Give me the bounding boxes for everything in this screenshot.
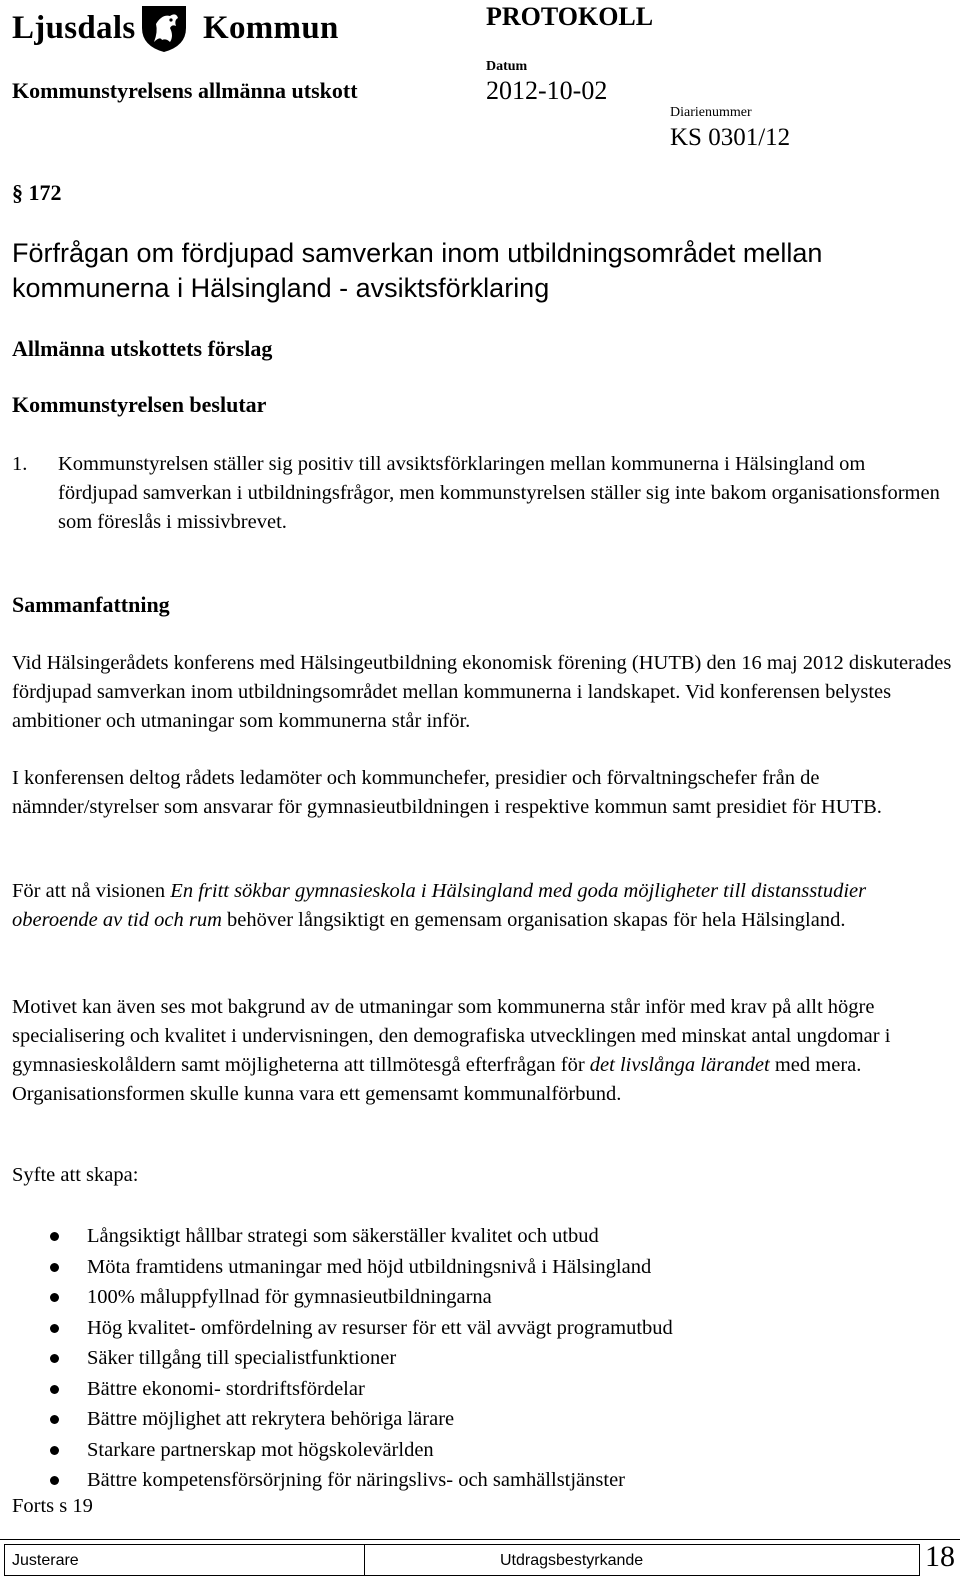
bullet-icon xyxy=(50,1385,59,1394)
committee-name: Kommunstyrelsens allmänna utskott xyxy=(12,78,358,103)
decision-text: Kommunstyrelsen ställer sig positiv till avsiktsförklaringen mellan kommunerna i Hälsingland om fördjupad samverkan i utbildningsfrågor, men kommunstyrelsen ställer sig inte bakom organisationsformen som föreslås i missivbrevet. xyxy=(58,453,940,533)
date-label: Datum xyxy=(486,59,528,74)
paragraph-text: med mera. Organisationsformen skulle kunna vara ett gemensamt kommunalförbund. xyxy=(12,1054,862,1105)
bullet-icon xyxy=(50,1354,59,1363)
bullet-icon xyxy=(50,1263,59,1272)
registration-number-label: Diarienummer xyxy=(670,105,752,120)
logo-text-right: Kommun xyxy=(203,10,339,46)
list-item xyxy=(0,1374,960,1405)
logo-text-left: Ljusdals xyxy=(12,10,136,46)
bullet-icon xyxy=(50,1446,59,1455)
section-title: Förfrågan om fördjupad samverkan inom utbildningsområdet mellan kommunerna i Hälsingland - avsiktsförklaring xyxy=(12,238,823,303)
list-item xyxy=(0,1435,960,1466)
meeting-date: 2012-10-02 xyxy=(486,76,608,105)
signatory-label: Justerare xyxy=(12,1552,79,1569)
certification-label: Utdragsbestyrkande xyxy=(500,1552,644,1569)
bullet-icon xyxy=(50,1293,59,1302)
goal-text: Bättre möjlighet att rekrytera behöriga lärare xyxy=(87,1408,455,1430)
list-item xyxy=(0,1282,960,1313)
goal-text: Bättre ekonomi- stordriftsfördelar xyxy=(87,1377,365,1400)
summary-heading: Sammanfattning xyxy=(12,592,170,617)
paragraph-text: Motivet kan även ses mot bakgrund av de utmaningar som kommunerna står inför med krav på allt högre specialisering och kvalitet i undervisningen, den demografiska utvecklingen med minskat antal ungdomar i gymnasieskolåldern samt möjligheterna att tillmötesgå efterfrågan för xyxy=(12,996,891,1076)
document-type: PROTOKOLL xyxy=(486,2,654,31)
goal-text: Bättre kompetensförsörjning för näringslivs- och samhällstjänster xyxy=(87,1469,626,1491)
emphasis-text: det livslånga lärandet xyxy=(589,1054,770,1076)
paragraph-number: § 172 xyxy=(12,180,62,205)
summary-paragraph-1: Vid Hälsingerådets konferens med Hälsingeutbildning ekonomisk förening (HUTB) den 16 maj 2012 diskuterades fördjupad samverkan inom utbildningsområdet mellan kommunerna i landskapet. Vid konferensen belystes ambitioner och utmaningar som kommunerna står inför. xyxy=(12,652,952,732)
vision-quote: En fritt sökbar gymnasieskola i Hälsingland med goda möjligheter till distansstudier oberoende av tid och rum xyxy=(12,880,867,931)
decision-heading: Kommunstyrelsen beslutar xyxy=(12,392,267,417)
goal-text: Möta framtidens utmaningar med höjd utbildningsnivå i Hälsingland xyxy=(87,1255,652,1278)
summary-paragraph-3 xyxy=(12,877,952,935)
list-item xyxy=(0,1313,960,1344)
list-item xyxy=(0,1252,960,1283)
goal-text: Hög kvalitet- omfördelning av resurser för ett väl avvägt programutbud xyxy=(87,1316,673,1339)
signature-box xyxy=(4,1544,920,1576)
summary-paragraph-2: I konferensen deltog rådets ledamöter och kommunchefer, presidier och förvaltningschefer från de nämnder/styrelser som ansvarar för gymnasieutbildningen i respektive kommun samt presidiet för HUTB. xyxy=(12,767,882,818)
purpose-label: Syfte att skapa: xyxy=(12,1164,139,1186)
bullet-icon xyxy=(50,1415,59,1424)
list-item xyxy=(0,1404,960,1435)
page-number: 18 xyxy=(925,1540,955,1573)
goal-text: Långsiktigt hållbar strategi som säkerställer kvalitet och utbud xyxy=(87,1225,599,1247)
proposal-heading: Allmänna utskottets förslag xyxy=(12,336,273,361)
signature-box-divider xyxy=(364,1544,365,1576)
registration-number: KS 0301/12 xyxy=(670,124,791,151)
bullet-icon xyxy=(50,1232,59,1241)
decision-number: 1. xyxy=(12,453,28,475)
goal-text: 100% måluppfyllnad för gymnasieutbildningarna xyxy=(87,1286,492,1308)
continued-note: Forts s 19 xyxy=(12,1495,93,1517)
bullet-icon xyxy=(50,1324,59,1333)
summary-paragraph-4 xyxy=(12,993,952,1109)
municipality-crest-icon xyxy=(136,2,192,54)
goal-text: Starkare partnerskap mot högskolevärlden xyxy=(87,1438,434,1461)
paragraph-text: För att nå visionen xyxy=(12,880,171,902)
paragraph-text: behöver långsiktigt en gemensam organisation skapas för hela Hälsingland. xyxy=(221,909,846,931)
list-item xyxy=(0,1465,960,1496)
list-item xyxy=(0,1343,960,1374)
bullet-icon xyxy=(50,1476,59,1485)
goal-text: Säker tillgång till specialistfunktioner xyxy=(87,1347,397,1369)
footer-divider xyxy=(0,1539,960,1540)
goals-list xyxy=(0,1221,960,1496)
list-item xyxy=(0,1221,960,1252)
